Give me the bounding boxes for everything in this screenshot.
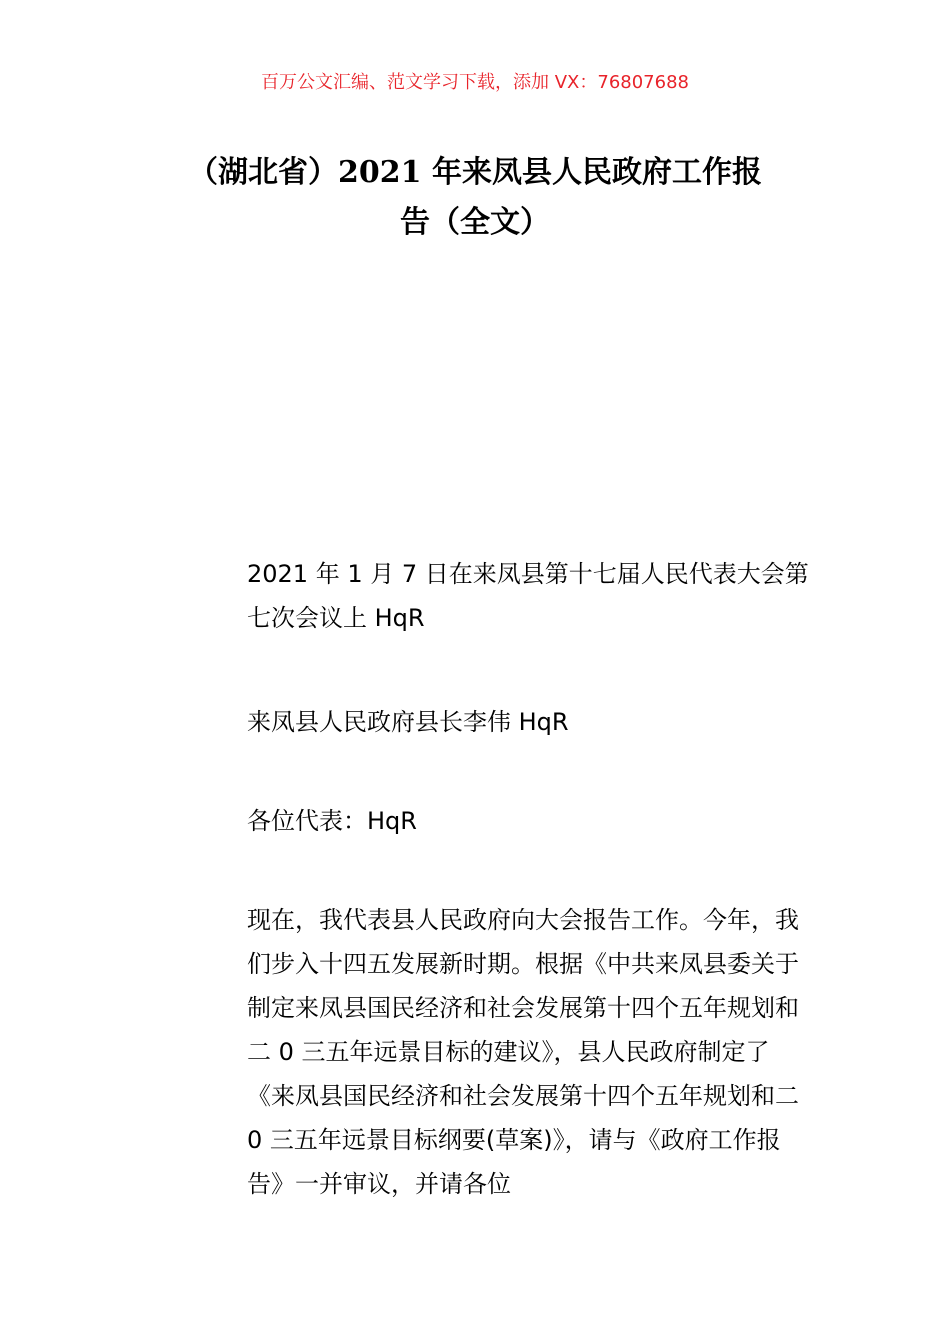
document-title: [100, 148, 850, 248]
title-line-1: （湖北省）2021 年来凤县人民政府工作报: [188, 155, 762, 190]
paragraph-meeting-info: 2021 年 1 月 7 日在来凤县第十七届人民代表大会第七次会议上 HqR: [247, 560, 809, 632]
header-watermark: 百万公文汇编、范文学习下载，添加 VX：76807688: [261, 72, 689, 93]
paragraph-speaker: 来凤县人民政府县长李伟 HqR: [247, 708, 569, 736]
title-line-2: 告（全文）: [400, 205, 550, 240]
paragraph-report-intro: 现在，我代表县人民政府向大会报告工作。今年，我们步入十四五发展新时期。根据《中共来凤县委关于制定来凤县国民经济和社会发展第十四个五年规划和二 0 三五年远景目标的建议》，县人民政府制定了《来凤县国民经济和社会发展第十四个五年规划和二 0 三五年远景目标纲要(草案)》，请与《政府工作报告》一并审议，并请各位: [247, 906, 799, 1198]
paragraph-salutation: 各位代表：HqR: [247, 807, 417, 835]
